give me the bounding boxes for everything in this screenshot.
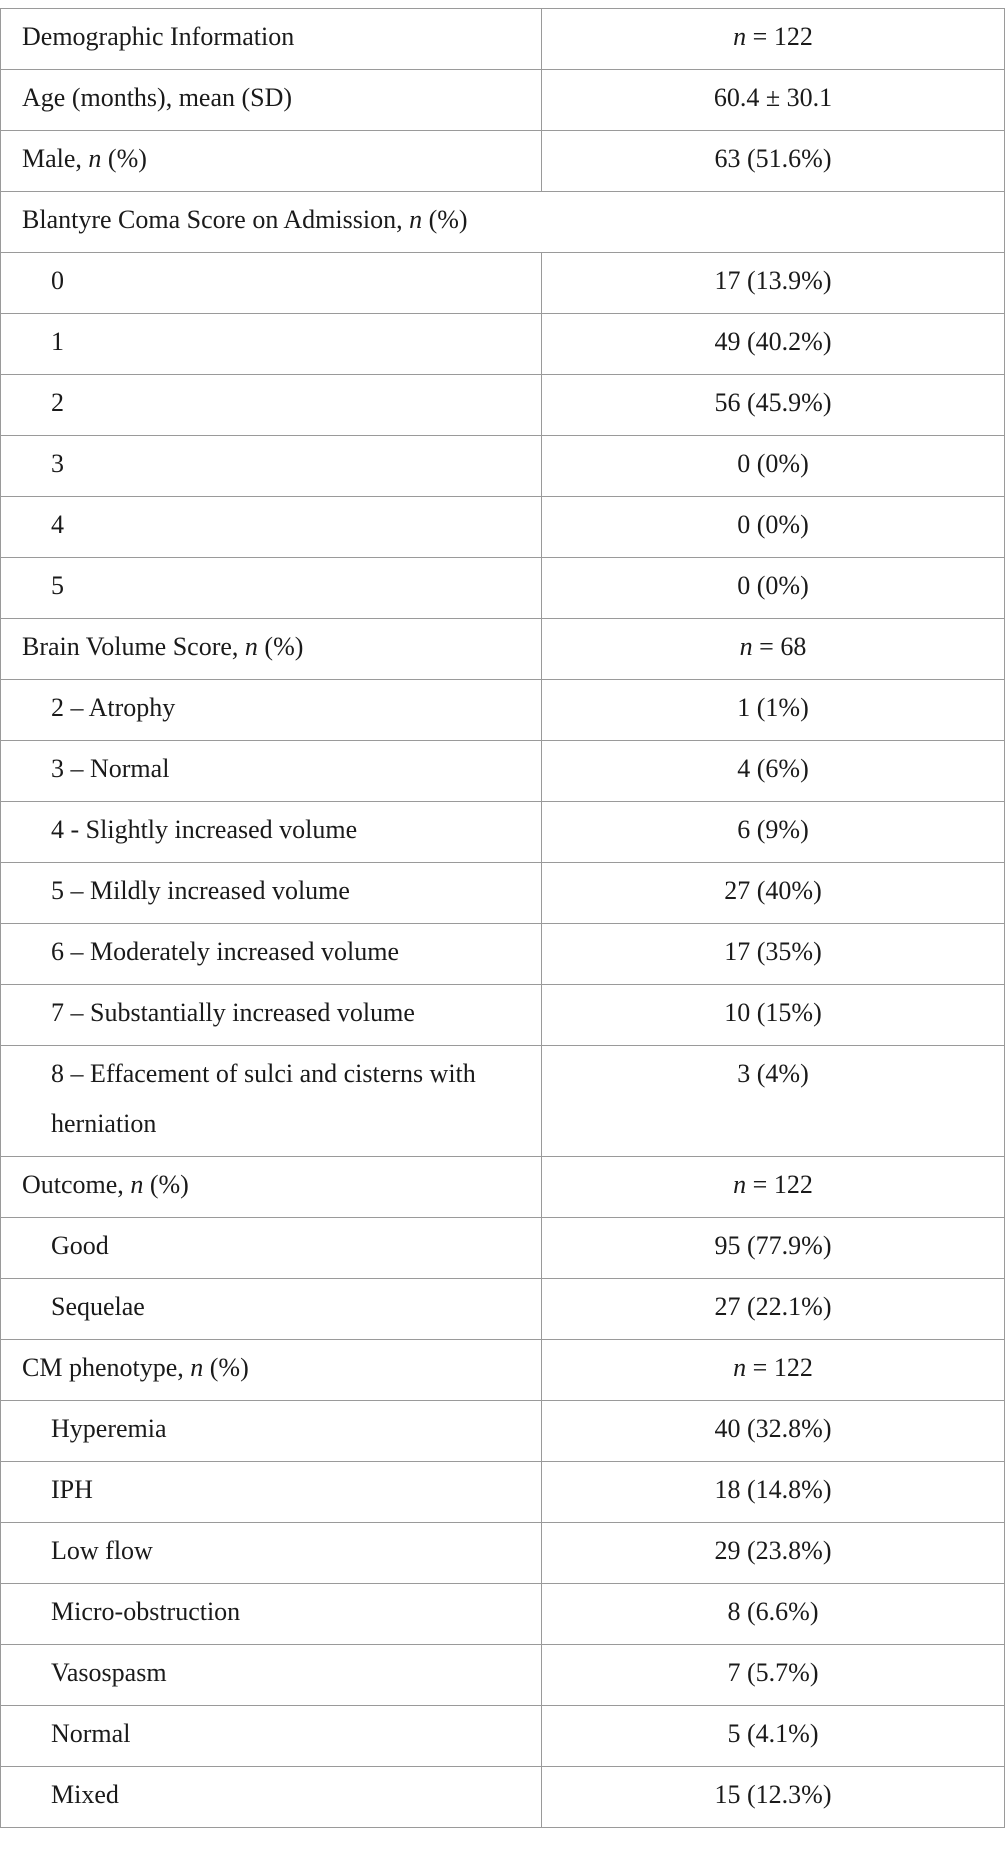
row-label: 6 – Moderately increased volume bbox=[1, 924, 542, 985]
table-row bbox=[1, 1279, 1005, 1340]
row-label: Vasospasm bbox=[1, 1645, 542, 1706]
row-label: 3 bbox=[1, 436, 542, 497]
row-value: 7 (5.7%) bbox=[542, 1645, 1005, 1706]
row-value: 17 (35%) bbox=[542, 924, 1005, 985]
row-value: 49 (40.2%) bbox=[542, 314, 1005, 375]
row-label: Low flow bbox=[1, 1523, 542, 1584]
row-label: Demographic Information bbox=[1, 9, 542, 70]
row-value: 27 (40%) bbox=[542, 863, 1005, 924]
section-label: Blantyre Coma Score on Admission, n (%) bbox=[1, 192, 1005, 253]
table-row bbox=[1, 70, 1005, 131]
row-value: 6 (9%) bbox=[542, 802, 1005, 863]
row-label: 5 bbox=[1, 558, 542, 619]
table-row bbox=[1, 802, 1005, 863]
table-section-row bbox=[1, 192, 1005, 253]
row-label: CM phenotype, n (%) bbox=[1, 1340, 542, 1401]
table-row bbox=[1, 1767, 1005, 1828]
stat-symbol-n: n bbox=[733, 1170, 747, 1199]
row-value: 63 (51.6%) bbox=[542, 131, 1005, 192]
row-label: Good bbox=[1, 1218, 542, 1279]
row-value: 0 (0%) bbox=[542, 558, 1005, 619]
table-row bbox=[1, 863, 1005, 924]
row-label: Outcome, n (%) bbox=[1, 1157, 542, 1218]
stat-symbol-n: n bbox=[244, 632, 258, 661]
row-value: 1 (1%) bbox=[542, 680, 1005, 741]
row-label: 7 – Substantially increased volume bbox=[1, 985, 542, 1046]
row-value: 18 (14.8%) bbox=[542, 1462, 1005, 1523]
row-label: 2 bbox=[1, 375, 542, 436]
row-value: 10 (15%) bbox=[542, 985, 1005, 1046]
row-label: 2 – Atrophy bbox=[1, 680, 542, 741]
row-value: 95 (77.9%) bbox=[542, 1218, 1005, 1279]
row-label: 4 bbox=[1, 497, 542, 558]
row-label: Mixed bbox=[1, 1767, 542, 1828]
table-row bbox=[1, 924, 1005, 985]
row-value: 0 (0%) bbox=[542, 436, 1005, 497]
table-row bbox=[1, 1157, 1005, 1218]
row-value: n = 122 bbox=[542, 1157, 1005, 1218]
row-label: Male, n (%) bbox=[1, 131, 542, 192]
stat-symbol-n: n bbox=[130, 1170, 144, 1199]
row-label: 5 – Mildly increased volume bbox=[1, 863, 542, 924]
row-label: Sequelae bbox=[1, 1279, 542, 1340]
demographics-table-container bbox=[0, 8, 1005, 1828]
table-row bbox=[1, 1401, 1005, 1462]
row-value: 0 (0%) bbox=[542, 497, 1005, 558]
table-row bbox=[1, 1340, 1005, 1401]
table-row bbox=[1, 619, 1005, 680]
row-value: 60.4 ± 30.1 bbox=[542, 70, 1005, 131]
table-row bbox=[1, 1462, 1005, 1523]
row-value: n = 122 bbox=[542, 1340, 1005, 1401]
row-value: 29 (23.8%) bbox=[542, 1523, 1005, 1584]
stat-symbol-n: n bbox=[409, 205, 423, 234]
row-label: 8 – Effacement of sulci and cisterns with herniation bbox=[1, 1046, 542, 1157]
stat-symbol-n: n bbox=[733, 22, 747, 51]
table-row bbox=[1, 9, 1005, 70]
table-row bbox=[1, 680, 1005, 741]
table-row bbox=[1, 314, 1005, 375]
row-value: 40 (32.8%) bbox=[542, 1401, 1005, 1462]
row-value: 56 (45.9%) bbox=[542, 375, 1005, 436]
row-value: 27 (22.1%) bbox=[542, 1279, 1005, 1340]
row-value: 15 (12.3%) bbox=[542, 1767, 1005, 1828]
row-label: Micro-obstruction bbox=[1, 1584, 542, 1645]
table-row bbox=[1, 253, 1005, 314]
stat-symbol-n: n bbox=[733, 1353, 747, 1382]
demographics-table bbox=[0, 8, 1005, 1828]
table-body bbox=[1, 9, 1005, 1828]
row-label: 3 – Normal bbox=[1, 741, 542, 802]
row-label: 0 bbox=[1, 253, 542, 314]
row-label: Brain Volume Score, n (%) bbox=[1, 619, 542, 680]
row-label: Hyperemia bbox=[1, 1401, 542, 1462]
row-value: n = 122 bbox=[542, 9, 1005, 70]
row-value: 4 (6%) bbox=[542, 741, 1005, 802]
table-row bbox=[1, 375, 1005, 436]
table-row bbox=[1, 436, 1005, 497]
row-label: 1 bbox=[1, 314, 542, 375]
table-row bbox=[1, 1584, 1005, 1645]
row-value: 3 (4%) bbox=[542, 1046, 1005, 1157]
table-row bbox=[1, 1645, 1005, 1706]
row-label: Age (months), mean (SD) bbox=[1, 70, 542, 131]
table-row bbox=[1, 131, 1005, 192]
table-row bbox=[1, 1218, 1005, 1279]
stat-symbol-n: n bbox=[88, 144, 102, 173]
row-value: 5 (4.1%) bbox=[542, 1706, 1005, 1767]
table-row bbox=[1, 1523, 1005, 1584]
stat-symbol-n: n bbox=[190, 1353, 204, 1382]
row-label: 4 - Slightly increased volume bbox=[1, 802, 542, 863]
table-row bbox=[1, 497, 1005, 558]
table-row bbox=[1, 558, 1005, 619]
table-row bbox=[1, 985, 1005, 1046]
row-value: 8 (6.6%) bbox=[542, 1584, 1005, 1645]
row-label: Normal bbox=[1, 1706, 542, 1767]
table-row bbox=[1, 1046, 1005, 1157]
stat-symbol-n: n bbox=[739, 632, 753, 661]
row-label: IPH bbox=[1, 1462, 542, 1523]
table-row bbox=[1, 1706, 1005, 1767]
row-value: 17 (13.9%) bbox=[542, 253, 1005, 314]
row-value: n = 68 bbox=[542, 619, 1005, 680]
table-row bbox=[1, 741, 1005, 802]
